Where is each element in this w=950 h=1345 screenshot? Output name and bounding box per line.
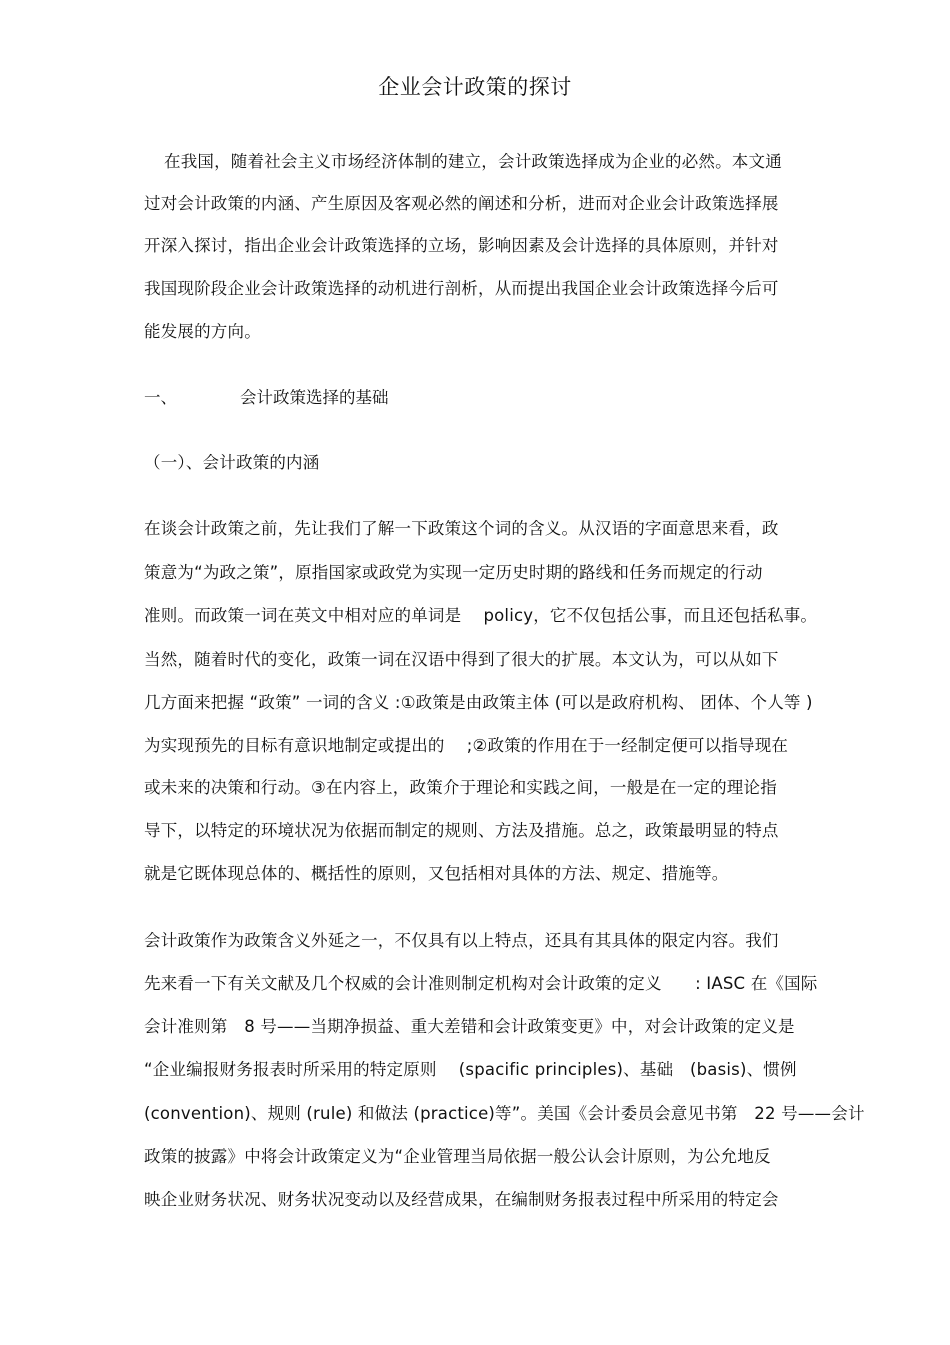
paragraph-line: 就是它既体现总体的、概括性的原则，又包括相对具体的方法、规定、措施等。 [144, 864, 729, 883]
abstract-line: 过对会计政策的内涵、产生原因及客观必然的阐述和分析，进而对企业会计政策选择展 [144, 194, 779, 213]
paragraph-line: 策意为“为政之策”，原指国家或政党为实现一定历史时期的路线和任务而规定的行动 [144, 563, 763, 582]
paragraph-line: 或未来的决策和行动。③在内容上，政策介于理论和实践之间，一般是在一定的理论指 [144, 778, 777, 797]
paragraph-line: 准则。而政策一词在英文中相对应的单词是 policy，它不仅包括公事，而且还包括私事。 [144, 606, 818, 625]
paragraph-line: 会计准则第 8 号——当期净损益、重大差错和会计政策变更》中，对会计政策的定义是 [144, 1017, 795, 1036]
section-title: 会计政策选择的基础 [240, 388, 389, 407]
paragraph-line: 在谈会计政策之前，先让我们了解一下政策这个词的含义。从汉语的字面意思来看，政 [144, 519, 779, 538]
abstract-line: 在我国，随着社会主义市场经济体制的建立，会计政策选择成为企业的必然。本文通 [164, 152, 782, 171]
subsection-title: （一）、会计政策的内涵 [144, 453, 320, 472]
document-title: 企业会计政策的探讨 [378, 75, 572, 99]
paragraph-line: 当然，随着时代的变化，政策一词在汉语中得到了很大的扩展。本文认为，可以从如下 [144, 650, 779, 669]
paragraph-line: 政策的披露》中将会计政策定义为“企业管理当局依据一般公认会计原则，为公允地反 [144, 1147, 771, 1166]
abstract-line: 我国现阶段企业会计政策选择的动机进行剖析，从而提出我国企业会计政策选择今后可 [144, 279, 779, 298]
abstract-line: 能发展的方向。 [144, 322, 261, 341]
paragraph-line: “企业编报财务报表时所采用的特定原则 (spacific principles)、基础 (basis)、惯例 [144, 1060, 797, 1079]
paragraph-line: 映企业财务状况、财务状况变动以及经营成果，在编制财务报表过程中所采用的特定会 [144, 1190, 779, 1209]
paragraph-line: (convention)、规则 (rule) 和做法 (practice)等”。美国《会计委员会意见书第 22 号——会计 [144, 1104, 865, 1123]
paragraph-line: 为实现预先的目标有意识地制定或提出的 ;②政策的作用在于一经制定便可以指导现在 [144, 736, 789, 755]
paragraph-line: 几方面来把握 “政策” 一词的含义 :①政策是由政策主体 (可以是政府机构、 团体、个人等 ) [144, 693, 813, 712]
paragraph-line: 会计政策作为政策含义外延之一，不仅具有以上特点，还具有其具体的限定内容。我们 [144, 931, 779, 950]
section-number: 一、 [144, 388, 177, 407]
abstract-line: 开深入探讨，指出企业会计政策选择的立场，影响因素及会计选择的具体原则，并针对 [144, 236, 779, 255]
paragraph-line: 导下，以特定的环境状况为依据而制定的规则、方法及措施。总之，政策最明显的特点 [144, 821, 779, 840]
paragraph-line: 先来看一下有关文献及几个权威的会计准则制定机构对会计政策的定义 : IASC 在《国际 [144, 974, 818, 993]
